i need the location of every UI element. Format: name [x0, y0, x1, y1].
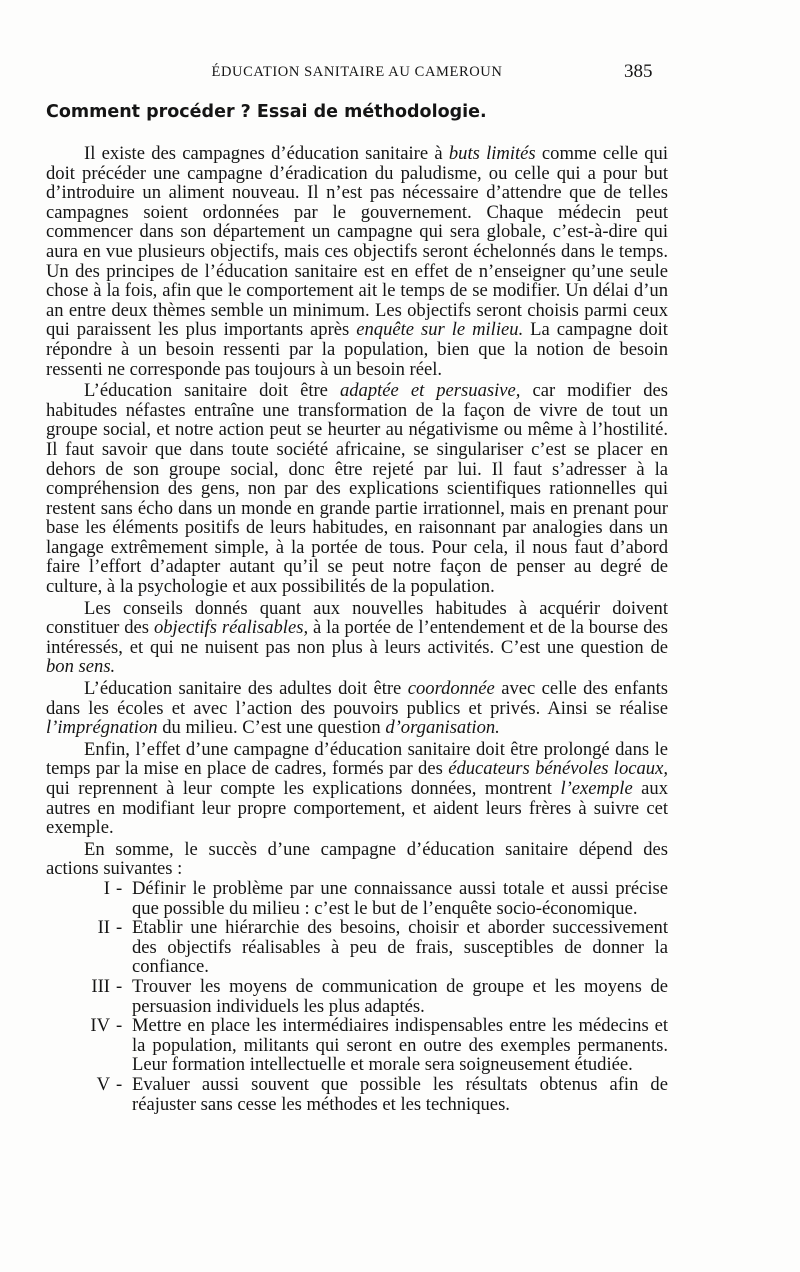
text-run: comme celle qui doit précéder une campagne d’éradication du paludisme, ou celle qui a pour but d’introduire un aliment nouveau. Il n’est pas nécessaire d’attendre que de telles campagnes soient ordonnées par le gouvernement. Chaque médecin peut commencer dans son département un campagne qui sera globale, c’est-à-dire qui aura en vue plusieurs objectifs, mais ces objectifs seront échelonnés dans le temps. Un des principes de l’éducation sanitaire est en effet de n’enseigner qu’une seule chose à la fois, afin que le comportement ait le temps de se modifier. Un délai d’un an entre deux thèmes semble un minimum. Les objectifs seront choisis parmi ceux qui paraissent les plus importants après	[46, 143, 668, 341]
text-run: La campagne doit répondre à un besoin ressenti par la population, bien que la notion de besoin ressenti ne corresponde pas toujours à un besoin réel.	[46, 319, 668, 380]
list-item	[46, 1016, 668, 1075]
list-dash: -	[116, 1073, 123, 1095]
list-item	[46, 918, 668, 977]
list-item	[46, 879, 668, 918]
actions-list	[46, 879, 668, 1114]
paragraph-adapted-persuasive	[46, 381, 668, 597]
list-item	[46, 1075, 668, 1114]
paragraph-limited-campaigns	[46, 144, 668, 379]
text-run: aux autres en modifiant leur propre comportement, et aident leurs frères à suivre cet exemple.	[46, 778, 669, 839]
emphasis: l’imprégnation	[46, 717, 158, 739]
list-item-text: Mettre en place les intermédiaires indispensables entre les médecins et la population, militants qui seront en outre des exemples permanents. Leur formation intellectuelle et morale sera soigneusement étudiée.	[132, 1015, 668, 1076]
list-dash: -	[116, 1015, 123, 1037]
emphasis: éducateurs bénévoles locaux,	[448, 758, 668, 780]
body-text	[46, 144, 668, 1114]
emphasis: adaptée et persuasive,	[339, 380, 521, 402]
roman-numeral: I	[103, 877, 110, 899]
roman-numeral: II	[97, 917, 110, 939]
emphasis: enquête sur le milieu.	[356, 319, 524, 341]
emphasis: buts limités	[448, 143, 536, 164]
list-dash: -	[116, 975, 123, 997]
list-item-text: Définir le problème par une connaissance aussi totale et aussi précise que possible du milieu : c’est le but de l’enquête socio-économique.	[132, 877, 668, 919]
list-item-text: Trouver les moyens de communication de groupe et les moyens de persuasion individuels les plus adaptés.	[132, 975, 668, 1017]
page-number: 385	[624, 61, 653, 82]
roman-numeral: III	[91, 975, 110, 997]
section-heading: Comment procéder ? Essai de méthodologie.	[46, 102, 487, 122]
list-dash: -	[116, 877, 123, 899]
text-run: qui reprennent à leur compte les explications données, montrent	[46, 778, 561, 799]
text-run: L’éducation sanitaire doit être	[84, 380, 340, 402]
emphasis: bon sens.	[46, 656, 116, 678]
text-run: à la portée de l’entendement et de la bourse des intéressés, et qui ne nuisent pas non plus à leurs activités. C’est une question de	[46, 617, 668, 658]
text-run: Les conseils donnés quant aux nouvelles habitudes à acquérir doivent constituer des	[46, 597, 668, 639]
text-run: avec celle des enfants dans les écoles et avec l’action des pouvoirs publics et privés. Ainsi se réalise	[46, 678, 669, 719]
text-run: car modifier des habitudes néfastes entraîne une transformation de la façon de vivre de tout un groupe social, et notre action peut se heurter au négativisme ou même à l’hostilité. Il faut savoir que dans toute société africaine, se singulariser c’est se placer en dehors de son groupe social, donc être rejeté par lui. Il faut s’adresser à la compréhension des gens, non par des explications scientifiques rationnelles qui restent sans écho dans un monde en grande partie irrationnel, mais en prenant pour base les éléments positifs de leurs habitudes, en raisonnant par analogies dans un langage extrêmement simple, à la portée de tous. Pour cela, il nous faut d’abord faire l’effort d’adapter autant qu’il se peut notre façon de penser au degré de culture, à la psychologie et aux possibilités de la population.	[46, 380, 668, 598]
paragraph-local-educators	[46, 740, 668, 838]
text-run: En somme, le succès d’une campagne d’éducation sanitaire dépend des actions suivantes :	[46, 838, 668, 880]
list-item	[46, 977, 668, 1016]
emphasis: l’exemple	[560, 778, 633, 799]
list-dash: -	[116, 917, 123, 939]
paragraph-realisable-objectives	[46, 599, 668, 677]
emphasis: d’organisation.	[385, 717, 500, 739]
text-run: L’éducation sanitaire des adultes doit être	[84, 678, 408, 700]
emphasis: coordonnée	[407, 678, 495, 700]
roman-numeral: V	[96, 1073, 110, 1095]
running-title: ÉDUCATION SANITAIRE AU CAMEROUN	[211, 64, 503, 80]
list-item-text: Etablir une hiérarchie des besoins, choisir et aborder successivement des objectifs réalisables à peu de frais, susceptibles de donner la confiance.	[132, 917, 668, 978]
roman-numeral: IV	[90, 1015, 110, 1037]
text-run: Enfin, l’effet d’une campagne d’éducation sanitaire doit être prolongé dans le temps par la mise en place de cadres, formés par des	[46, 738, 668, 780]
text-run: du milieu. C’est une question	[157, 717, 386, 739]
paragraph-summary	[46, 840, 668, 879]
emphasis: objectifs réalisables,	[153, 617, 309, 639]
paragraph-coordination	[46, 679, 668, 738]
running-head	[46, 64, 668, 81]
text-run: Il existe des campagnes d’éducation sanitaire à	[84, 143, 449, 164]
list-item-text: Evaluer aussi souvent que possible les résultats obtenus afin de réajuster sans cesse les méthodes et les techniques.	[132, 1073, 668, 1115]
